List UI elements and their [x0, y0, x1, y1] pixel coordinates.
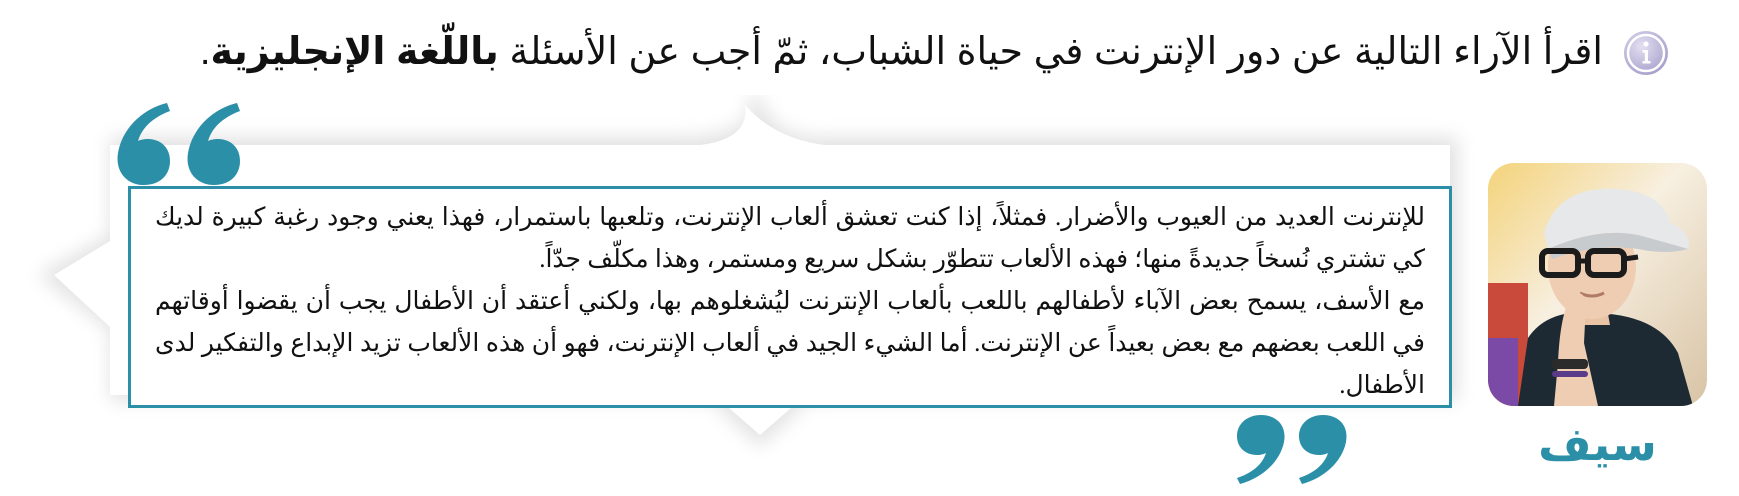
instruction	[100, 18, 1669, 88]
passage-paragraph: للإنترنت العديد من العيوب والأضرار. فمثلاً، إذا كنت تعشق ألعاب الإنترنت، وتلعبها باستمرار، فهذا يعني وجود رغبة كبيرة لديك كي تشتري نُسخاً جديدةً منها؛ فهذه الألعاب تتطوّر بشكل سريع ومستمر، وهذا مكلّف جدّاً.	[155, 204, 1425, 273]
passage-paragraph: مع الأسف، يسمح بعض الآباء لأطفالهم باللعب بألعاب الإنترنت ليُشغلوهم بها، ولكني أعتقد أن الأطفال يجب أن يقضوا أوقاتهم في اللعب بعضهم مع بعض بعيداً عن الإنترنت. أما الشيء الجيد في ألعاب الإنترنت، فهو أن هذه الألعاب تزيد الإبداع والتفكير لدى الأطفال.	[155, 288, 1425, 399]
instruction-main: اقرأ الآراء التالية عن دور الإنترنت في حياة الشباب، ثمّ أجب عن الأسئلة	[509, 31, 1603, 74]
info-icon	[1623, 30, 1669, 76]
instruction-emphasis: باللّغة الإنجليزية	[210, 31, 499, 74]
speaker-name: سيف	[1538, 418, 1657, 470]
avatar	[1488, 163, 1707, 406]
instruction-text	[200, 30, 1603, 76]
passage-box	[128, 186, 1452, 408]
open-quote-icon	[112, 95, 246, 187]
instruction-period: .	[199, 31, 211, 74]
close-quote-icon	[1232, 414, 1358, 490]
